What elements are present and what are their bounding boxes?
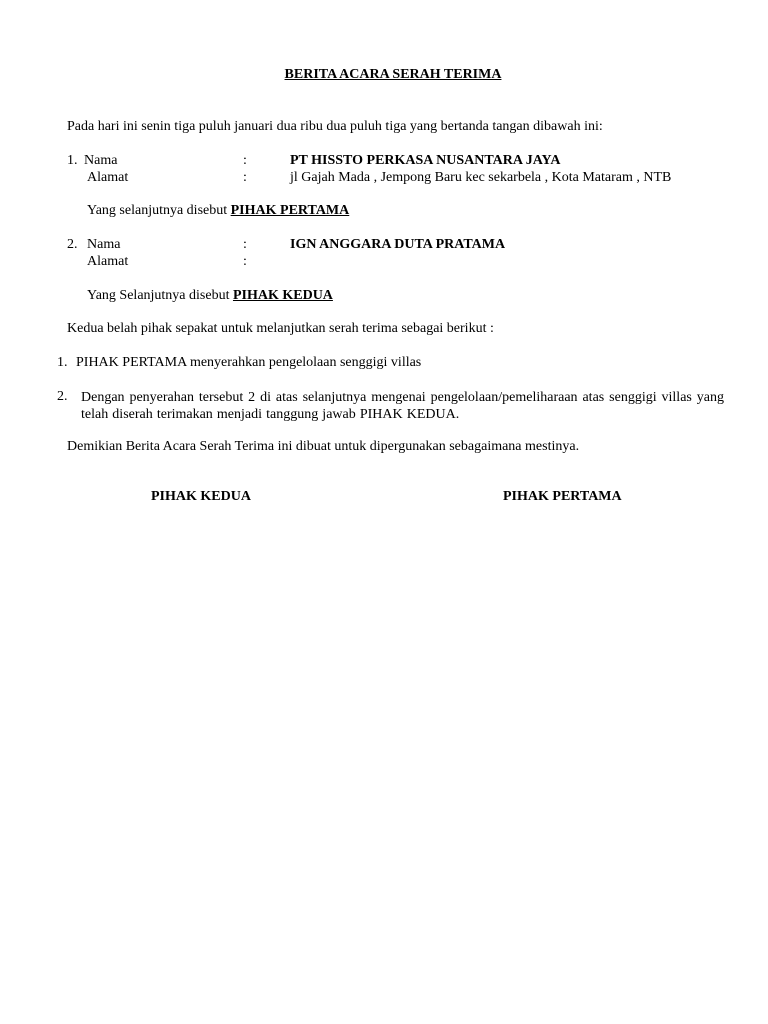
point1-number: 1. xyxy=(57,355,68,370)
party2-designation-prefix: Yang Selanjutnya disebut xyxy=(87,288,233,303)
point2-text: Dengan penyerahan tersebut 2 di atas selanjutnya mengenai pengelolaan/pemeliharaan atas senggigi villas yang telah diserah terimakan menjadi tanggung jawab PIHAK KEDUA. xyxy=(81,390,724,422)
party1-designation-prefix: Yang selanjutnya disebut xyxy=(87,203,231,218)
party1-name-value: PT HISSTO PERKASA NUSANTARA JAYA xyxy=(290,153,561,168)
party2-designation-line xyxy=(87,288,333,304)
party2-number: 2. xyxy=(67,237,78,252)
party2-name-label: Nama xyxy=(87,237,121,252)
intro-paragraph: Pada hari ini senin tiga puluh januari dua ribu dua puluh tiga yang bertanda tangan dibawah ini: xyxy=(67,119,603,134)
party1-designation: PIHAK PERTAMA xyxy=(230,203,350,218)
party2-designation: PIHAK KEDUA xyxy=(232,288,333,303)
party1-address-value: jl Gajah Mada , Jempong Baru kec sekarbela , Kota Mataram , NTB xyxy=(290,170,672,185)
party1-address-colon: : xyxy=(243,170,247,185)
closing-paragraph: Demikian Berita Acara Serah Terima ini dibuat untuk dipergunakan sebagaimana mestinya. xyxy=(67,439,580,454)
party1-address-label: Alamat xyxy=(87,170,129,185)
party1-designation-line xyxy=(87,203,349,219)
agreement-intro: Kedua belah pihak sepakat untuk melanjutkan serah terima sebagai berikut : xyxy=(67,321,494,336)
party1-name-label: Nama xyxy=(84,153,118,168)
party1-number: 1. xyxy=(67,153,78,168)
point1-text: PIHAK PERTAMA menyerahkan pengelolaan senggigi villas xyxy=(76,355,422,370)
document-title: BERITA ACARA SERAH TERIMA xyxy=(284,67,502,82)
party2-name-colon: : xyxy=(243,237,247,252)
party2-name-value: IGN ANGGARA DUTA PRATAMA xyxy=(290,237,506,252)
signature-right-label: PIHAK PERTAMA xyxy=(503,489,622,504)
signature-left-label: PIHAK KEDUA xyxy=(151,489,251,504)
party1-name-colon: : xyxy=(243,153,247,168)
party2-address-label: Alamat xyxy=(87,254,129,269)
point2-number: 2. xyxy=(57,389,68,404)
party2-address-colon: : xyxy=(243,254,247,269)
